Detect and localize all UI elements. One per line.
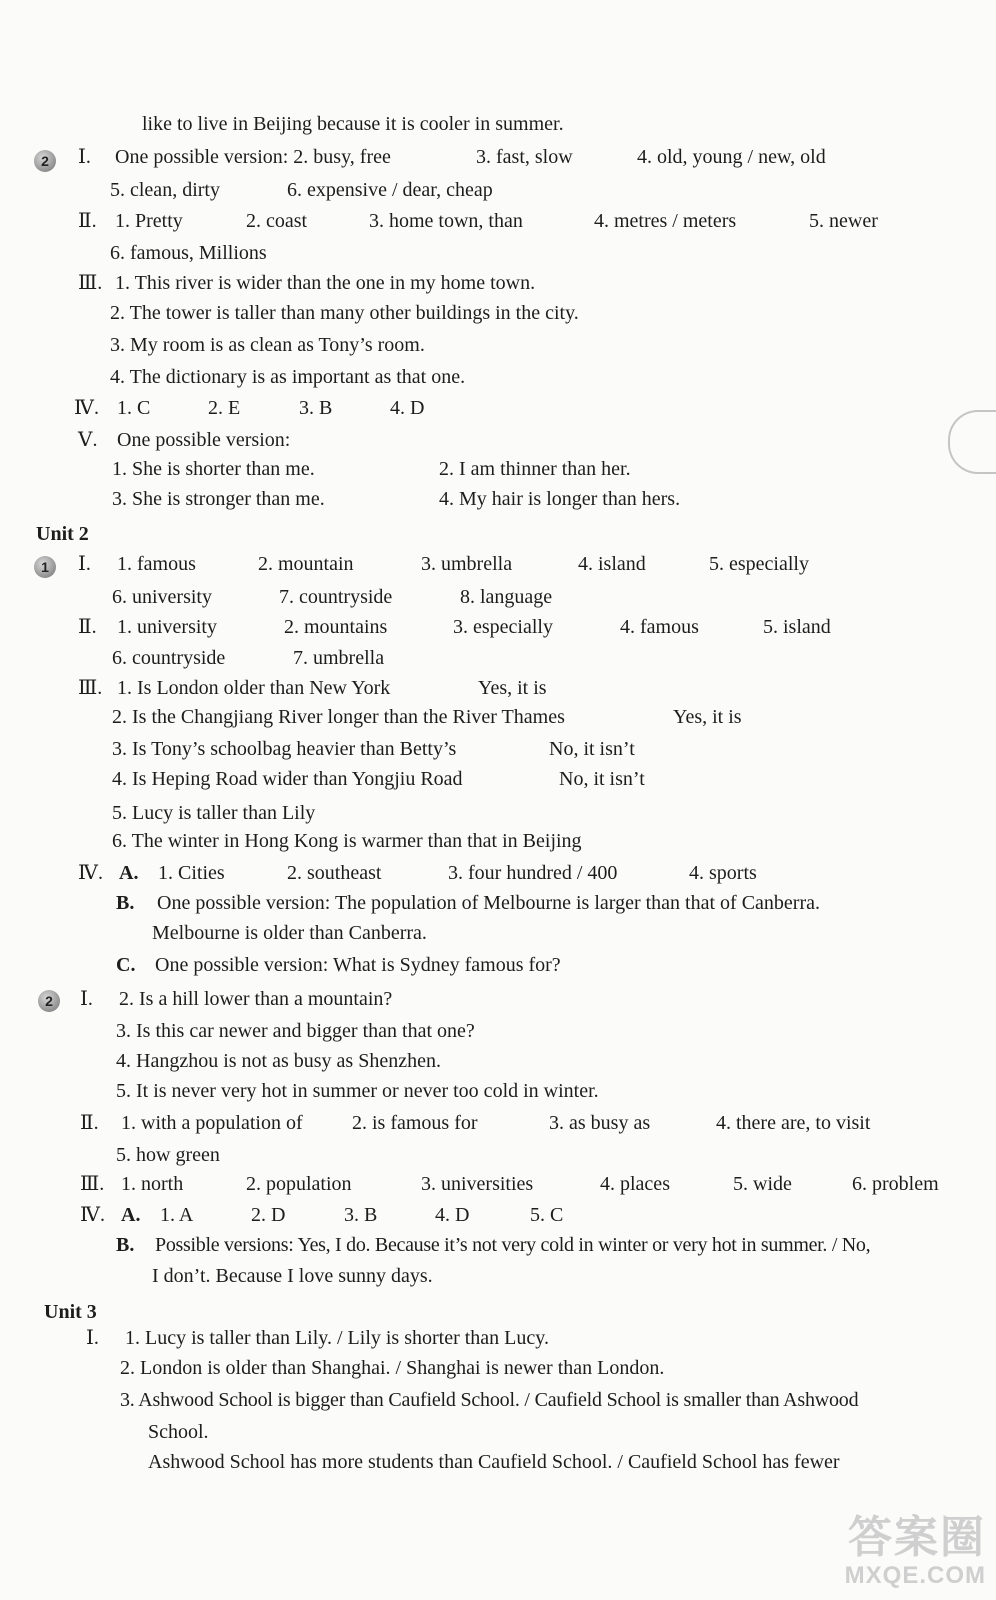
line-text: 4. island bbox=[578, 553, 646, 575]
section-numeral: Ⅱ. bbox=[80, 1112, 99, 1134]
line-text: 4. D bbox=[390, 397, 425, 419]
line-text: 3. umbrella bbox=[421, 553, 513, 575]
answer-line bbox=[112, 487, 680, 511]
line-text: 2. southeast bbox=[287, 862, 382, 884]
line-text: 3. home town, than bbox=[369, 210, 523, 232]
answer-line bbox=[78, 552, 809, 576]
line-text: 4. Hangzhou is not as busy as Shenzhen. bbox=[116, 1050, 441, 1072]
line-text: 1. north bbox=[121, 1173, 184, 1195]
answer-line bbox=[112, 705, 742, 729]
line-text: 6. The winter in Hong Kong is warmer than that in Beijing bbox=[112, 830, 582, 852]
answer-line bbox=[112, 801, 315, 825]
line-text: 2. is famous for bbox=[352, 1112, 478, 1134]
line-text: 2. D bbox=[251, 1204, 286, 1226]
line-text: 6. university bbox=[112, 586, 212, 608]
stamp-mark bbox=[948, 410, 996, 474]
line-text: like to live in Beijing because it is cooler in summer. bbox=[142, 113, 564, 135]
answer-line bbox=[78, 615, 831, 639]
answer-line bbox=[116, 891, 820, 915]
subsection-letter: A. bbox=[119, 862, 139, 884]
subsection-letter: B. bbox=[116, 1234, 135, 1256]
watermark-url: MXQE.COM bbox=[844, 1562, 986, 1589]
line-text: 1. Cities bbox=[158, 862, 225, 884]
line-text: 3. My room is as clean as Tony’s room. bbox=[110, 334, 425, 356]
answer-line bbox=[152, 921, 427, 945]
line-text: 4. Is Heping Road wider than Yongjiu Road bbox=[112, 768, 463, 790]
answer-line bbox=[74, 396, 424, 420]
line-text: 6. countryside bbox=[112, 647, 226, 669]
section-numeral: Ⅳ. bbox=[74, 397, 99, 419]
answer-line bbox=[110, 178, 493, 202]
answer-line bbox=[116, 1019, 475, 1043]
answer-line bbox=[78, 145, 826, 169]
line-text: 5. wide bbox=[733, 1173, 792, 1195]
answer-line bbox=[148, 1420, 209, 1444]
section-badge: 2 bbox=[38, 990, 60, 1012]
section-numeral: Ⅰ. bbox=[78, 553, 91, 575]
answer-line bbox=[120, 1356, 664, 1380]
answer-line bbox=[112, 646, 384, 670]
line-text: 1. with a population of bbox=[121, 1112, 303, 1134]
section-numeral: Ⅲ. bbox=[80, 1173, 105, 1195]
line-text: 3. Is this car newer and bigger than that one? bbox=[116, 1020, 475, 1042]
line-text: 4. D bbox=[435, 1204, 470, 1226]
line-text: 3. Ashwood School is bigger than Caufield School. / Caufield School is smaller than Ashwood bbox=[120, 1389, 859, 1411]
line-text: 4. sports bbox=[689, 862, 757, 884]
line-text: 2. E bbox=[208, 397, 241, 419]
line-text: Yes, it is bbox=[478, 677, 547, 699]
line-text: 3. as busy as bbox=[549, 1112, 651, 1134]
line-text: 2. I am thinner than her. bbox=[439, 458, 631, 480]
line-text: 8. language bbox=[460, 586, 553, 608]
section-numeral: Ⅲ. bbox=[78, 272, 103, 294]
line-text: 4. there are, to visit bbox=[716, 1112, 871, 1134]
line-text: No, it isn’t bbox=[559, 768, 645, 790]
line-text: One possible version: 2. busy, free bbox=[115, 146, 391, 168]
line-text: 4. My hair is longer than hers. bbox=[439, 488, 681, 510]
line-text: 5. newer bbox=[809, 210, 878, 232]
line-text: 5. It is never very hot in summer or never too cold in winter. bbox=[116, 1080, 599, 1102]
line-text: 4. metres / meters bbox=[594, 210, 737, 232]
line-text: Yes, it is bbox=[673, 706, 742, 728]
subsection-letter: B. bbox=[116, 892, 135, 914]
answer-line bbox=[110, 333, 425, 357]
line-text: 1. university bbox=[117, 616, 217, 638]
answer-line bbox=[80, 987, 392, 1011]
line-text: 2. Is the Changjiang River longer than the River Thames bbox=[112, 706, 565, 728]
answer-line bbox=[112, 767, 645, 791]
unit-heading: Unit 3 bbox=[44, 1301, 97, 1323]
line-text: 4. places bbox=[600, 1173, 670, 1195]
line-text: 1. Is London older than New York bbox=[117, 677, 391, 699]
line-text: 5. how green bbox=[116, 1144, 220, 1166]
subsection-letter: C. bbox=[116, 954, 136, 976]
line-text: 3. fast, slow bbox=[476, 146, 573, 168]
line-text: 3. She is stronger than me. bbox=[112, 488, 325, 510]
answer-line bbox=[116, 1233, 870, 1257]
line-text: No, it isn’t bbox=[549, 738, 635, 760]
answer-line bbox=[78, 676, 547, 700]
line-text: One possible version: What is Sydney famous for? bbox=[155, 954, 561, 976]
answer-line bbox=[112, 829, 582, 853]
line-text: 5. C bbox=[530, 1204, 564, 1226]
line-text: 3. B bbox=[299, 397, 333, 419]
line-text: 6. expensive / dear, cheap bbox=[287, 179, 493, 201]
line-text: 2. population bbox=[246, 1173, 352, 1195]
line-text: 1. Pretty bbox=[115, 210, 183, 232]
line-text: 6. famous, Millions bbox=[110, 242, 267, 264]
answer-line bbox=[78, 861, 757, 885]
answer-line bbox=[110, 301, 579, 325]
line-text: Ashwood School has more students than Caufield School. / Caufield School has fewer bbox=[148, 1451, 840, 1473]
answer-line bbox=[152, 1264, 433, 1288]
watermark-logo bbox=[766, 1514, 986, 1594]
line-text: 1. famous bbox=[117, 553, 196, 575]
answer-line bbox=[78, 209, 878, 233]
answer-line bbox=[116, 1049, 441, 1073]
line-text: 2. mountain bbox=[258, 553, 354, 575]
line-text: 1. Lucy is taller than Lily. / Lily is shorter than Lucy. bbox=[125, 1327, 549, 1349]
answer-line bbox=[80, 1111, 870, 1135]
watermark-logo-text: 答案圈 bbox=[848, 1513, 986, 1562]
line-text: I don’t. Because I love sunny days. bbox=[152, 1265, 433, 1287]
answer-line bbox=[120, 1388, 858, 1412]
line-text: One possible version: bbox=[117, 429, 291, 451]
answer-line bbox=[78, 271, 535, 295]
line-text: 5. Lucy is taller than Lily bbox=[112, 802, 316, 824]
line-text: 2. coast bbox=[246, 210, 308, 232]
section-numeral: Ⅱ. bbox=[78, 210, 97, 232]
line-text: 7. umbrella bbox=[293, 647, 385, 669]
unit-heading: Unit 2 bbox=[36, 523, 89, 545]
section-badge: 2 bbox=[34, 150, 56, 172]
answer-line bbox=[110, 365, 465, 389]
subsection-letter: A. bbox=[121, 1204, 141, 1226]
line-text: Melbourne is older than Canberra. bbox=[152, 922, 427, 944]
line-text: 4. The dictionary is as important as that one. bbox=[110, 366, 466, 388]
line-text: 5. especially bbox=[709, 553, 809, 575]
line-text: 7. countryside bbox=[279, 586, 393, 608]
answer-line bbox=[78, 428, 290, 452]
line-text: 5. clean, dirty bbox=[110, 179, 220, 201]
answer-line bbox=[116, 1079, 599, 1103]
line-text: 6. problem bbox=[852, 1173, 939, 1195]
section-numeral: Ⅲ. bbox=[78, 677, 103, 699]
section-numeral: Ⅴ. bbox=[78, 429, 98, 451]
section-numeral: Ⅳ. bbox=[80, 1204, 105, 1226]
line-text: One possible version: The population of Melbourne is larger than that of Canberra. bbox=[157, 892, 820, 914]
section-numeral: Ⅰ. bbox=[86, 1327, 99, 1349]
line-text: 1. A bbox=[160, 1204, 194, 1226]
answer-line bbox=[112, 457, 631, 481]
line-text: 4. famous bbox=[620, 616, 699, 638]
line-text: School. bbox=[148, 1421, 209, 1443]
answer-line bbox=[80, 1172, 939, 1196]
line-text: 1. This river is wider than the one in my home town. bbox=[115, 272, 536, 294]
section-badge: 1 bbox=[34, 556, 56, 578]
line-text: 2. Is a hill lower than a mountain? bbox=[119, 988, 393, 1010]
answer-line bbox=[116, 953, 561, 977]
answer-line bbox=[142, 112, 564, 136]
line-text: 3. B bbox=[344, 1204, 378, 1226]
line-text: 1. She is shorter than me. bbox=[112, 458, 315, 480]
line-text: 2. mountains bbox=[284, 616, 388, 638]
section-numeral: Ⅰ. bbox=[78, 146, 91, 168]
line-text: 4. old, young / new, old bbox=[637, 146, 826, 168]
answer-line bbox=[116, 1143, 220, 1167]
answer-line bbox=[80, 1203, 563, 1227]
answer-line bbox=[112, 737, 635, 761]
line-text: 2. London is older than Shanghai. / Shanghai is newer than London. bbox=[120, 1357, 665, 1379]
section-numeral: Ⅱ. bbox=[78, 616, 97, 638]
answer-line bbox=[110, 241, 267, 265]
section-numeral: Ⅳ. bbox=[78, 862, 103, 884]
line-text: 3. especially bbox=[453, 616, 553, 638]
line-text: 3. four hundred / 400 bbox=[448, 862, 618, 884]
answer-line bbox=[86, 1326, 549, 1350]
line-text: 3. universities bbox=[421, 1173, 534, 1195]
answer-line bbox=[112, 585, 552, 609]
line-text: 1. C bbox=[117, 397, 151, 419]
line-text: 5. island bbox=[763, 616, 831, 638]
line-text: 3. Is Tony’s schoolbag heavier than Betty’s bbox=[112, 738, 457, 760]
answer-line bbox=[148, 1450, 840, 1474]
section-numeral: Ⅰ. bbox=[80, 988, 93, 1010]
line-text: 2. The tower is taller than many other buildings in the city. bbox=[110, 302, 579, 324]
line-text: Possible versions: Yes, I do. Because it’s not very cold in winter or very hot in summer. / No, bbox=[155, 1234, 871, 1256]
